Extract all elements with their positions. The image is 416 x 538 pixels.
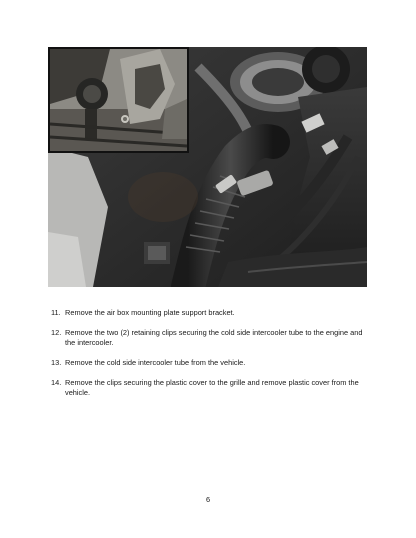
step-number: 14. — [51, 378, 62, 387]
step-13 — [51, 358, 371, 368]
step-text: Remove the two (2) retaining clips securing the cold side intercooler tube to the engine and the intercooler. — [65, 328, 363, 347]
step-14 — [51, 378, 371, 398]
step-number: 12. — [51, 328, 62, 337]
instruction-steps — [51, 308, 371, 408]
step-text: Remove the air box mounting plate support bracket. — [65, 308, 235, 317]
step-text: Remove the cold side intercooler tube from the vehicle. — [65, 358, 246, 367]
step-text: Remove the clips securing the plastic cover to the grille and remove plastic cover from the vehicle. — [65, 378, 359, 397]
step-11 — [51, 308, 371, 318]
step-number: 13. — [51, 358, 62, 367]
inset-bracket-illustration — [50, 49, 187, 151]
page-number: 6 — [205, 495, 211, 504]
inset-detail-photo — [48, 47, 189, 153]
step-12 — [51, 328, 371, 348]
step-number: 11. — [51, 308, 61, 317]
